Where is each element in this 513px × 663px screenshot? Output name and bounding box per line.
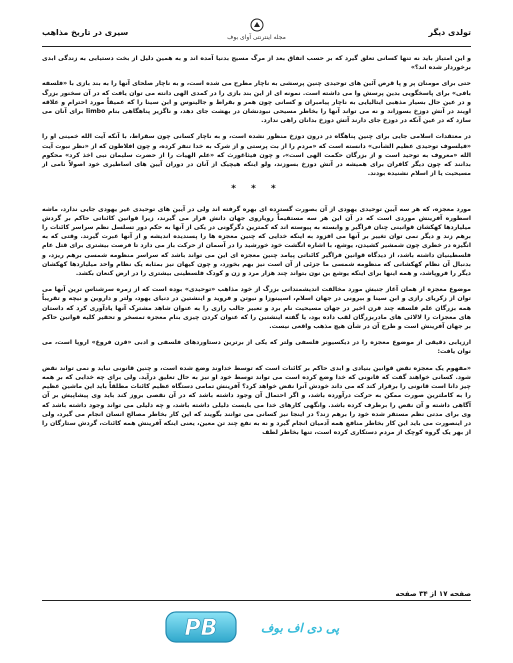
paragraph: موضوع معجزه از همان آغاز جنبش مورد مخالفت اندیشمندانی بزرگ از خود مذاهب «توحیدی» بوده است که از زمره سرشناس ترین آنها می توان از زکریای رازی و ابن سینا و بیرونی در جهان اسلام، اسپینوزا و نیوتن و فروید و اینشتین در دنیای یهود، ولتر و داروین و نیچه و تقریباً همه بزرگان علم فلسفه چند قرن اخیر در جهان مسیحیت نام برد و تعبیر جالب رازی را به عنوان شاهد مشترک آنها یادآوری کرد که داستان های معجزات را لالائی های مادربزرگان لقب داده بود، یا گفته اینشتین را که عنوان کردن چیزی بنام معجزه تمسخر و تحقیر کلیه قوانین حاکم بر جهان آفرینش است و طرح آن در شأن هیچ مذهب واقعی نیست. (42, 286, 471, 331)
paragraph: مورد معجزه، که هر سه آیین توحیدی یهودی از آن بصورت گسترده ای بهره گرفته اند ولی در آیین های توحیدی غیر یهودی جایی ندارد، ماشه اسطوره آفرینش موردی است که در آن این هر سه مستقیماً رویاروی جهان دانش قرار می گیرند، زیرا قوانین کائناتی حاکم بر گردش میلیاردها کهکشان قوانینی چنان فراگیر و وابسته به پیوسته اند که کمترین دگرگونی در یکی از آنها به حکم دور تسلسل نظم سراسر کائنات را برهم زند و دیگر نمی توان تغییر بر آنها می افزود به اینکه خدایی که چنین معجزه ها را پسندیده اندیشه و از آنها عبرت گیرند. وقتی که به انگیزه در خطری چون شمشیر کشیدن، یوشع، با اشاره انگشت خود خورشید را در آسمان از حرکت باز می دارد تا فرصت بیشتری برای قتل عام فلسطینیان داشته باشد، از دیدگاه قوانین فراگیر کائناتی پیامد چنین معجزه ای این می تواند باشد که سراسر منظومه شمسی برهم ریزد، و بدنبال آن نظام کهکشانی که منظومه شمسی ما جزئی از آن است نیز بهم بخورد، و چون کیهان نیز بمثابه یک نظام واحد میلیاردها کهکشان دیگر را فروپاشد، و همه اینها برای اینکه یوشع بن نون بتواند چند هزار مرد و زن و کودک فلسطینی بیشتری را در ارض کنعان بکشد. (42, 205, 471, 278)
header-center-text: مجله اینترنتی آوای بوف (227, 34, 286, 41)
header-divider (42, 46, 471, 47)
page-number: صفحه ۱۷ از ۳۴ صفحه (395, 590, 471, 598)
header-left-title: سیری در تاریخ مذاهب (42, 28, 129, 37)
paragraph: در معتقدات اسلامی جایی برای چنین پناهگاه در درون دوزخ منظور نشده است، و به ناچار کسانی چون سقراط، با آنکه آیت الله خمینی او را «فیلسوف توحیدی عظیم الشأنی» دانسته است که «مردم را از بت پرستی و از شرک به خدا تنفر کرده، و چون افلاطون که از «نظر نبوت آیت الله «معروف به توحید است و از بزرگان حکمت الهی است»، و چون فیثاغورث که «علم الهیات را از حضرت سلیمان نبی اخذ کرد» محکوم بدانند که چون دیگر کافران برای همیشه در آتش دوزخ بسوزند، ولو اینکه هیچیک از آنان در دوران آیین های اساطیری خود اصولاً نامی از مسیحیت یا از اسلام نشنیده بودند. (42, 133, 471, 178)
paragraph: و این امتیاز باید نه تنها کسانی تعلق گیرد که بر حسب اتفاق بعد از مرگ مسیح بدنیا آمده اند و به همین دلیل از بخت دستیابی به زندگی ابدی برخوردار شده اند؟» (42, 55, 471, 72)
header-right-title: تولدی دیگر (428, 28, 471, 37)
paragraph: ارزیابی دقیقی از موضوع معجزه را در دیکسیونر فلسفی ولتر که یکی از برترین دستاوردهای فلسفی و ادبی «قرن فروغ» اروپا است، می توان یافت: (42, 339, 471, 356)
section-separator: * * * (231, 184, 282, 195)
paragraph: حتی برای مومنان پر و پا قرص آئین های توحیدی چنین پرسشی به ناچار مطرح می شده است، و به ناچار صلحای آنها را به بند بازی با «فلسفه بافی» برای پاسخگویی بدین پرسش وا می داشته است. نمونه ای از این بند بازی را در کمدی الهی دانته می توان یافت که در آن سخنور بزرگ و در عین حال بسیار مذهبی ایتالیایی به ناچار پیامبران و کسانی چون همر و بقراط و جالینوس و ابن سینا را که عمیقاً مورد احترام و علاقه اویند در آتش دوزخ بسوزاند و نه می تواند آنها را بخاطر مسیحی نبودنشان در بهشت جای دهد، و ناگزیر پناهگاهی بنام limbo برای آنان می سازد که در عین آنکه در دوزخ جای دارند آتش دوزخ بدانان راهی ندارد. (42, 80, 471, 125)
quote-paragraph: «مفهوم یک معجزه نقض قوانین بنیادی و ابدی حاکم بر کائنات است که توسط خداوند وضع شده است، و چنین قانونی نباید و نمی تواند نقض شود. کسانی خواهند گفت که قانونی که خدا وضع کرده است می تواند توسط خود او نیز به حال تعلیق درآید. ولی برای چه خدایی که بر همه چیز دانا است قانونی را برقرار کند که می داند خودش آنرا نقض خواهد کرد؟ آفرینش تمامی دستگاه عظیم کائنات مطلقاً باید این ماشین عظیم را به کاملترین صورت ممکن به حرکت درآورده باشد، و اگر احتمال آن وجود داشته باشد که در آن نقصی بروز کند باید وی پیشاپیش بر آن آگاهی داشته و آن نقص را برطرف کرده باشد. وانگهی کارهای خدا می بایست دلیلی داشته باشد، و چه دلیلی می تواند وجود داشته باشد که وی برای مدتی نظم مستقر شده خود را برهم زند؟ در اینجا نیز کسانی می توانند بگویند که این کار بخاطر مصالح انسان انجام می گیرد، ولی در اینصورت می باید این کار بخاطر منافع همه آدمیان انجام گیرد و نه به نفع چند تن معین، یعنی اینکه آفرینش همه کائنات، گردش ستارگان را از بهر یک گروه کوچک از مردم دستکاری کرده است، تنها بخاطر لطف (42, 364, 471, 437)
footer-divider (42, 600, 471, 601)
pdfboof-watermark-logo (160, 604, 360, 650)
emblem-icon (250, 18, 264, 32)
watermark-caption: پی دی اف بوف (260, 621, 340, 635)
watermark-logo-text: PB (184, 616, 218, 641)
document-body (42, 54, 471, 444)
page-header (42, 22, 471, 44)
